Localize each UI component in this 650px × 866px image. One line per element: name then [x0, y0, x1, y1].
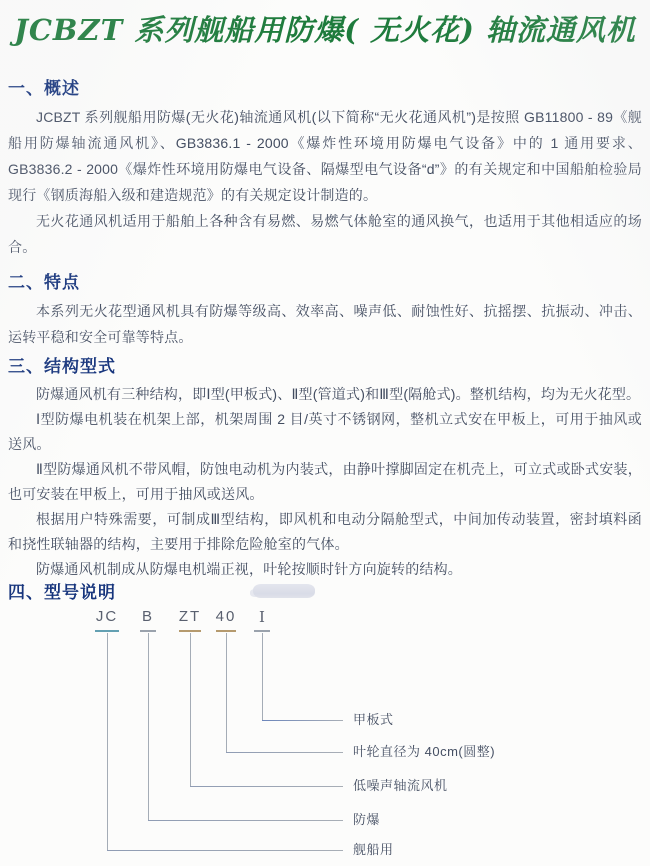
connector-hline-zt	[190, 786, 343, 787]
model-code-40: 40	[215, 608, 237, 625]
label-deck-type: 甲板式	[353, 712, 394, 727]
connector-hline-b	[148, 820, 343, 821]
connector-vline-b	[148, 633, 149, 820]
section-overview-heading: 一、概述	[8, 79, 80, 98]
structure-section-body	[8, 382, 642, 582]
structure-paragraph-2: Ⅰ型防爆电机装在机架上部，机架周围 2 目/英寸不锈钢网，整机立式安在甲板上，可用于抽风或送风。	[8, 411, 642, 452]
page-title: JCBZT 系列舰船用防爆( 无火花) 轴流通风机	[14, 13, 636, 47]
scan-smudge	[253, 584, 315, 598]
structure-paragraph-1: 防爆通风机有三种结构，即Ⅰ型(甲板式)、Ⅱ型(管道式)和Ⅲ型(隔舱式)。整机结构，均为无火花型。	[36, 386, 641, 402]
model-code-diagram	[8, 606, 642, 866]
connector-hline-i	[262, 720, 343, 721]
section-model-heading	[8, 582, 642, 604]
section-model-heading-label: 四、型号说明	[8, 583, 116, 602]
model-code-zt: ZT	[178, 608, 202, 625]
section-features-heading: 二、特点	[8, 273, 80, 292]
connector-hline-jc	[107, 850, 343, 851]
code-underline-b	[140, 630, 156, 632]
label-marine-use: 舰船用	[353, 842, 394, 857]
connector-vline-jc	[107, 633, 108, 850]
model-code-jc: JC	[95, 608, 119, 625]
connector-hline-40	[226, 752, 343, 753]
label-low-noise-axial: 低噪声轴流风机	[353, 778, 448, 793]
connector-vline-i	[262, 633, 263, 720]
code-underline-i	[254, 630, 270, 632]
label-explosion-proof: 防爆	[353, 812, 381, 827]
code-underline-zt	[179, 630, 201, 632]
label-impeller-diameter: 叶轮直径为 40cm(圆整)	[353, 744, 496, 759]
model-code-b: B	[141, 608, 154, 625]
structure-paragraph-3: Ⅱ型防爆通风机不带风帽，防蚀电动机为内装式，由静叶撑脚固定在机壳上，可立式或卧式安装，也可安装在甲板上，可用于抽风或送风。	[8, 461, 642, 502]
overview-paragraph-2: 无火花通风机适用于船舶上各种含有易燃、易燃气体舱室的通风换气，也适用于其他相适应的场合。	[8, 213, 642, 255]
structure-paragraph-4: 根据用户特殊需要，可制成Ⅲ型结构，即风机和电动分隔舱型式，中间加传动装置，密封填料函和挠性联轴器的结构，主要用于排除危险舱室的气体。	[8, 511, 642, 552]
model-code-i: I	[259, 608, 265, 626]
structure-paragraph-5: 防爆通风机制成从防爆电机端正视，叶轮按顺时针方向旋转的结构。	[36, 561, 462, 577]
features-paragraph: 本系列无火花型通风机具有防爆等级高、效率高、噪声低、耐蚀性好、抗摇摆、抗振动、冲击、运转平稳和安全可靠等特点。	[8, 303, 642, 345]
connector-vline-40	[226, 633, 227, 752]
code-underline-40	[216, 630, 236, 632]
connector-vline-zt	[190, 633, 191, 786]
code-underline-jc	[95, 630, 119, 632]
overview-paragraph-1: JCBZT 系列舰船用防爆(无火花)轴流通风机(以下简称“无火花通风机”)是按照 GB11800 - 89《舰船用防爆轴流通风机》、GB3836.1 - 2000《爆炸性环境用防爆电气设备》中的 1 通用要求、GB3836.2 - 2000《爆炸性环境用防爆电气设备、隔爆型电气设备“d”》的有关规定和中国船舶检验局现行《钢质海船入级和建造规范》的有关规定设计制造的。	[8, 109, 642, 203]
section-structure-heading: 三、结构型式	[8, 357, 116, 376]
